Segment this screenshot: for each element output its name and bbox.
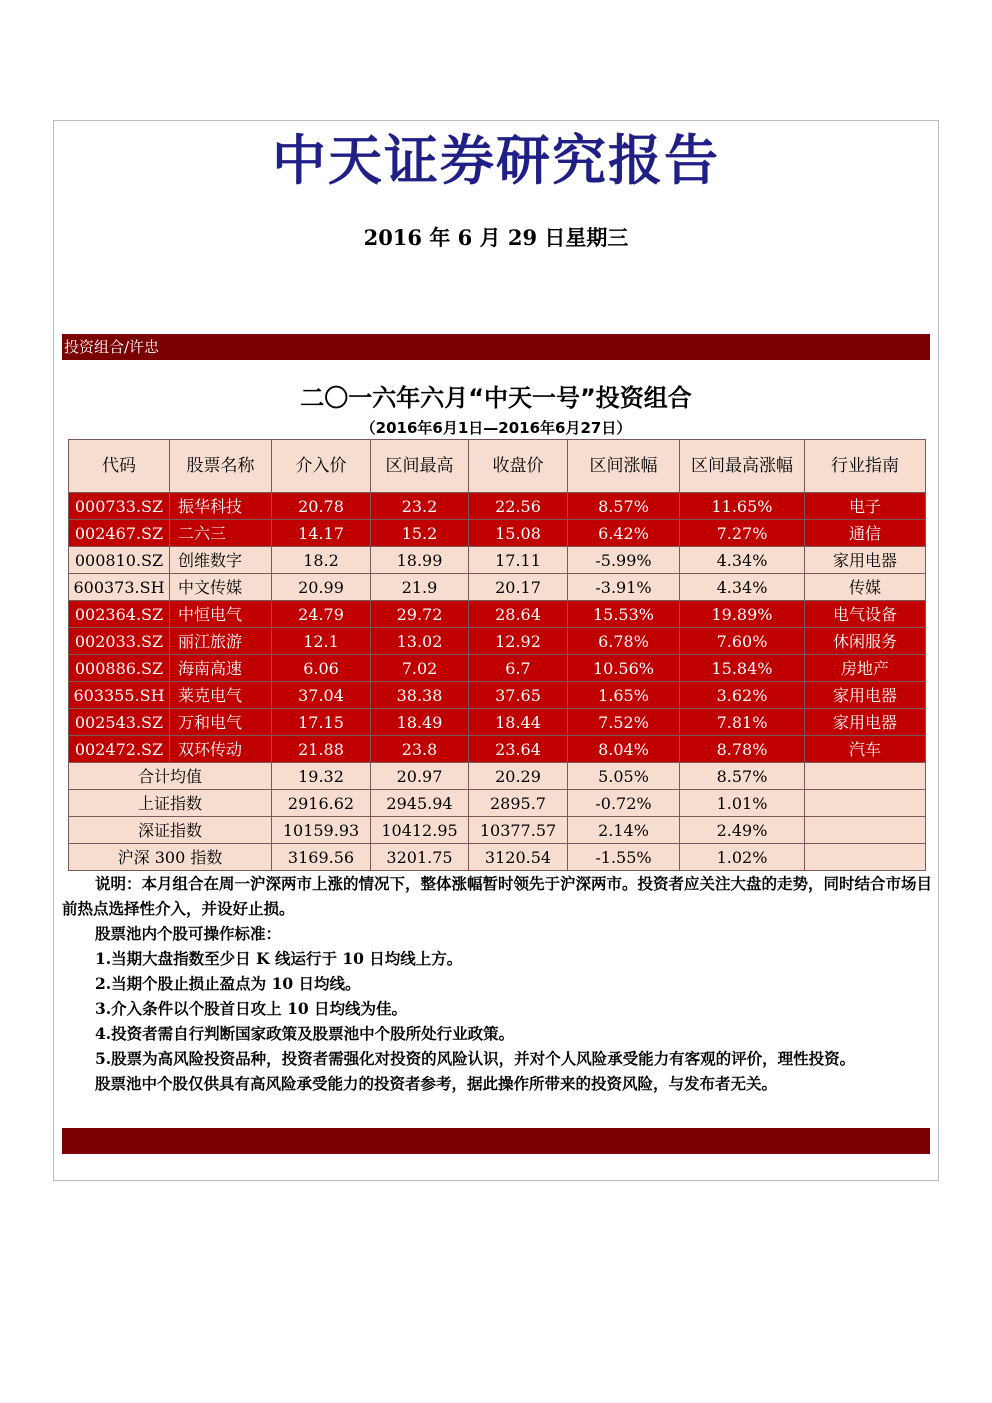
cell-name: 万和电气 <box>170 709 272 736</box>
header-entry: 介入价 <box>272 440 371 493</box>
header-code: 代码 <box>69 440 170 493</box>
cell-high: 18.99 <box>371 547 469 574</box>
header-high: 区间最高 <box>371 440 469 493</box>
summary-label: 深证指数 <box>69 817 272 844</box>
cell-code: 000886.SZ <box>69 655 170 682</box>
summary-empty-cell <box>805 844 926 871</box>
note-paragraph: 3.介入条件以个股首日攻上 10 日均线为佳。 <box>95 999 408 1018</box>
cell-change: 8.57% <box>568 493 680 520</box>
table-row <box>69 736 926 763</box>
summary-close: 10377.57 <box>469 817 568 844</box>
cell-max-change: 3.62% <box>680 682 805 709</box>
note-paragraph: 4.投资者需自行判断国家政策及股票池中个股所处行业政策。 <box>95 1024 515 1043</box>
cell-close: 18.44 <box>469 709 568 736</box>
summary-entry: 3169.56 <box>272 844 371 871</box>
cell-close: 15.08 <box>469 520 568 547</box>
cell-max-change: 15.84% <box>680 655 805 682</box>
cell-name: 双环传动 <box>170 736 272 763</box>
cell-high: 23.2 <box>371 493 469 520</box>
cell-close: 37.65 <box>469 682 568 709</box>
cell-entry: 20.78 <box>272 493 371 520</box>
cell-code: 603355.SH <box>69 682 170 709</box>
table-row <box>69 574 926 601</box>
cell-entry: 21.88 <box>272 736 371 763</box>
note-paragraph: 股票池中个股仅供具有高风险承受能力的投资者参考，据此操作所带来的投资风险，与发布者无关。 <box>95 1074 778 1093</box>
summary-row <box>69 763 926 790</box>
section-header-bar <box>62 334 930 360</box>
table-header-row <box>69 440 926 493</box>
table-row <box>69 628 926 655</box>
cell-high: 38.38 <box>371 682 469 709</box>
report-title: 中天证券研究报告 <box>272 129 720 192</box>
cell-industry: 家用电器 <box>805 709 926 736</box>
summary-row <box>69 844 926 871</box>
portfolio-title: 二〇一六年六月“中天一号”投资组合 <box>300 384 692 412</box>
summary-label: 上证指数 <box>69 790 272 817</box>
summary-label: 沪深 300 指数 <box>69 844 272 871</box>
summary-row <box>69 817 926 844</box>
summary-high: 20.97 <box>371 763 469 790</box>
header-industry: 行业指南 <box>805 440 926 493</box>
cell-name: 创维数字 <box>170 547 272 574</box>
portfolio-table <box>68 439 926 871</box>
cell-close: 22.56 <box>469 493 568 520</box>
cell-name: 丽江旅游 <box>170 628 272 655</box>
cell-name: 莱克电气 <box>170 682 272 709</box>
summary-entry: 10159.93 <box>272 817 371 844</box>
cell-change: -5.99% <box>568 547 680 574</box>
cell-close: 6.7 <box>469 655 568 682</box>
cell-industry: 电气设备 <box>805 601 926 628</box>
summary-close: 2895.7 <box>469 790 568 817</box>
cell-name: 中恒电气 <box>170 601 272 628</box>
cell-industry: 家用电器 <box>805 547 926 574</box>
cell-change: -3.91% <box>568 574 680 601</box>
report-date: 2016 年 6 月 29 日星期三 <box>363 225 629 250</box>
cell-code: 600373.SH <box>69 574 170 601</box>
cell-code: 002472.SZ <box>69 736 170 763</box>
cell-max-change: 19.89% <box>680 601 805 628</box>
summary-label: 合计均值 <box>69 763 272 790</box>
summary-max-change: 8.57% <box>680 763 805 790</box>
cell-industry: 传媒 <box>805 574 926 601</box>
summary-close: 3120.54 <box>469 844 568 871</box>
note-paragraph: 2.当期个股止损止盈点为 10 日均线。 <box>95 974 361 993</box>
cell-industry: 家用电器 <box>805 682 926 709</box>
cell-high: 29.72 <box>371 601 469 628</box>
note-paragraph: 1.当期大盘指数至少日 K 线运行于 10 日均线上方。 <box>95 949 463 968</box>
cell-industry: 通信 <box>805 520 926 547</box>
summary-empty-cell <box>805 817 926 844</box>
cell-change: 7.52% <box>568 709 680 736</box>
cell-max-change: 7.81% <box>680 709 805 736</box>
note-paragraph: 说明：本月组合在周一沪深两市上涨的情况下，整体涨幅暂时领先于沪深两市。投资者应关注大盘的走势，同时结合市场目前热点选择性介入，并设好止损。 <box>62 874 933 918</box>
summary-change: 2.14% <box>568 817 680 844</box>
note-paragraph: 5.股票为高风险投资品种，投资者需强化对投资的风险认识，并对个人风险承受能力有客观的评价，理性投资。 <box>95 1049 856 1068</box>
cell-name: 海南高速 <box>170 655 272 682</box>
summary-high: 10412.95 <box>371 817 469 844</box>
cell-industry: 汽车 <box>805 736 926 763</box>
cell-change: 6.42% <box>568 520 680 547</box>
cell-high: 7.02 <box>371 655 469 682</box>
footer-bar <box>62 1128 930 1154</box>
header-max-change: 区间最高涨幅 <box>680 440 805 493</box>
cell-high: 13.02 <box>371 628 469 655</box>
cell-entry: 18.2 <box>272 547 371 574</box>
header-name: 股票名称 <box>170 440 272 493</box>
cell-code: 000733.SZ <box>69 493 170 520</box>
cell-name: 中文传媒 <box>170 574 272 601</box>
summary-row <box>69 790 926 817</box>
cell-close: 20.17 <box>469 574 568 601</box>
table-row <box>69 655 926 682</box>
cell-max-change: 4.34% <box>680 574 805 601</box>
summary-empty-cell <box>805 763 926 790</box>
table-row <box>69 709 926 736</box>
table-row <box>69 547 926 574</box>
summary-max-change: 2.49% <box>680 817 805 844</box>
header-close: 收盘价 <box>469 440 568 493</box>
cell-high: 18.49 <box>371 709 469 736</box>
cell-entry: 20.99 <box>272 574 371 601</box>
cell-entry: 24.79 <box>272 601 371 628</box>
cell-change: 8.04% <box>568 736 680 763</box>
cell-max-change: 11.65% <box>680 493 805 520</box>
summary-high: 2945.94 <box>371 790 469 817</box>
cell-code: 002364.SZ <box>69 601 170 628</box>
cell-max-change: 7.27% <box>680 520 805 547</box>
cell-max-change: 4.34% <box>680 547 805 574</box>
summary-change: -1.55% <box>568 844 680 871</box>
cell-entry: 17.15 <box>272 709 371 736</box>
cell-industry: 休闲服务 <box>805 628 926 655</box>
summary-change: 5.05% <box>568 763 680 790</box>
cell-change: 10.56% <box>568 655 680 682</box>
cell-high: 15.2 <box>371 520 469 547</box>
cell-name: 振华科技 <box>170 493 272 520</box>
cell-code: 002033.SZ <box>69 628 170 655</box>
cell-entry: 12.1 <box>272 628 371 655</box>
table-row <box>69 520 926 547</box>
cell-close: 12.92 <box>469 628 568 655</box>
cell-close: 28.64 <box>469 601 568 628</box>
notes-section <box>62 871 934 1096</box>
cell-change: 15.53% <box>568 601 680 628</box>
table-row <box>69 493 926 520</box>
summary-entry: 19.32 <box>272 763 371 790</box>
cell-max-change: 8.78% <box>680 736 805 763</box>
summary-entry: 2916.62 <box>272 790 371 817</box>
cell-max-change: 7.60% <box>680 628 805 655</box>
summary-close: 20.29 <box>469 763 568 790</box>
cell-entry: 14.17 <box>272 520 371 547</box>
cell-close: 17.11 <box>469 547 568 574</box>
cell-close: 23.64 <box>469 736 568 763</box>
cell-entry: 37.04 <box>272 682 371 709</box>
cell-name: 二六三 <box>170 520 272 547</box>
cell-industry: 房地产 <box>805 655 926 682</box>
cell-code: 002543.SZ <box>69 709 170 736</box>
cell-entry: 6.06 <box>272 655 371 682</box>
table-row <box>69 601 926 628</box>
section-label: 投资组合/许忠 <box>64 338 160 356</box>
cell-change: 1.65% <box>568 682 680 709</box>
cell-code: 000810.SZ <box>69 547 170 574</box>
header-change: 区间涨幅 <box>568 440 680 493</box>
cell-change: 6.78% <box>568 628 680 655</box>
summary-max-change: 1.02% <box>680 844 805 871</box>
note-paragraph: 股票池内个股可操作标准： <box>95 924 282 943</box>
cell-high: 23.8 <box>371 736 469 763</box>
table-row <box>69 682 926 709</box>
cell-high: 21.9 <box>371 574 469 601</box>
summary-high: 3201.75 <box>371 844 469 871</box>
summary-empty-cell <box>805 790 926 817</box>
summary-max-change: 1.01% <box>680 790 805 817</box>
cell-industry: 电子 <box>805 493 926 520</box>
portfolio-subtitle: （2016年6月1日—2016年6月27日） <box>360 419 632 437</box>
summary-change: -0.72% <box>568 790 680 817</box>
cell-code: 002467.SZ <box>69 520 170 547</box>
